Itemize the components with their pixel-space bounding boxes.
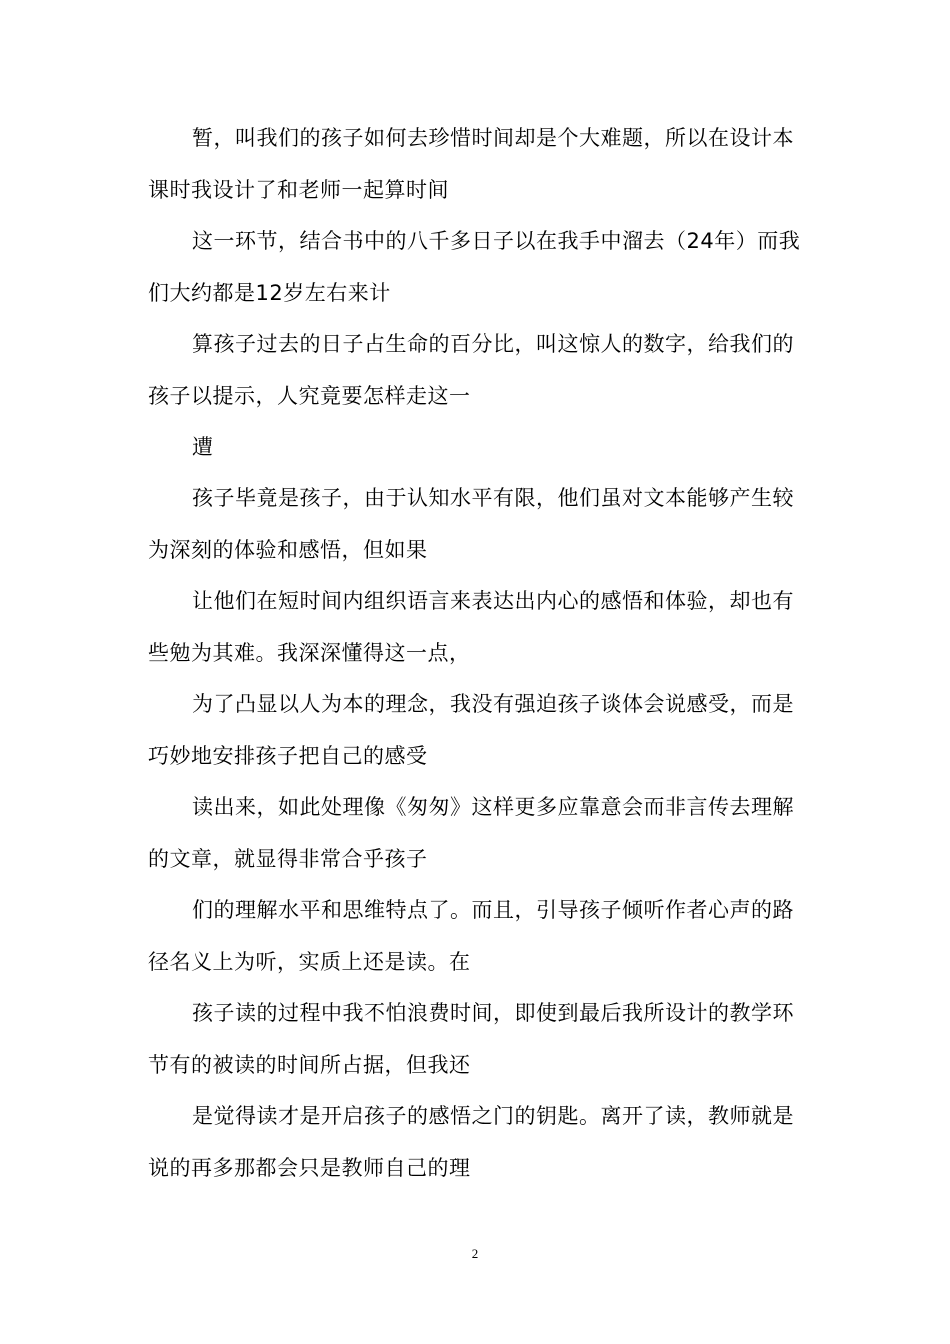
paragraph: 们的理解水平和思维特点了。而且，引导孩子倾听作者心声的路径名义上为听，实质上还是读。在 [148, 898, 794, 974]
paragraph: 孩子读的过程中我不怕浪费时间，即使到最后我所设计的教学环节有的被读的时间所占据，但我还 [148, 1001, 794, 1077]
paragraph: 遭 [192, 435, 214, 459]
paragraph: 为了凸显以人为本的理念，我没有强迫孩子谈体会说感受，而是巧妙地安排孩子把自己的感受 [148, 692, 794, 768]
paragraph: 读出来，如此处理像《匆匆》这样更多应靠意会而非言传去理解的文章，就显得非常合乎孩子 [148, 795, 794, 871]
paragraph: 暂，叫我们的孩子如何去珍惜时间却是个大难题，所以在设计本课时我设计了和老师一起算时间 [148, 126, 794, 202]
paragraph: 孩子毕竟是孩子，由于认知水平有限，他们虽对文本能够产生较为深刻的体验和感悟，但如果 [148, 486, 794, 562]
page-number: 2 [471, 1246, 479, 1261]
paragraph: 这一环节，结合书中的八千多日子以在我手中溜去（24年）而我们大约都是12岁左右来计 [148, 229, 801, 305]
paragraph: 是觉得读才是开启孩子的感悟之门的钥匙。离开了读，教师就是说的再多那都会只是教师自己的理 [148, 1104, 794, 1180]
paragraph: 让他们在短时间内组织语言来表达出内心的感悟和体验，却也有些勉为其难。我深深懂得这一点， [148, 589, 794, 665]
paragraph: 算孩子过去的日子占生命的百分比，叫这惊人的数字，给我们的孩子以提示，人究竟要怎样走这一 [148, 332, 794, 408]
